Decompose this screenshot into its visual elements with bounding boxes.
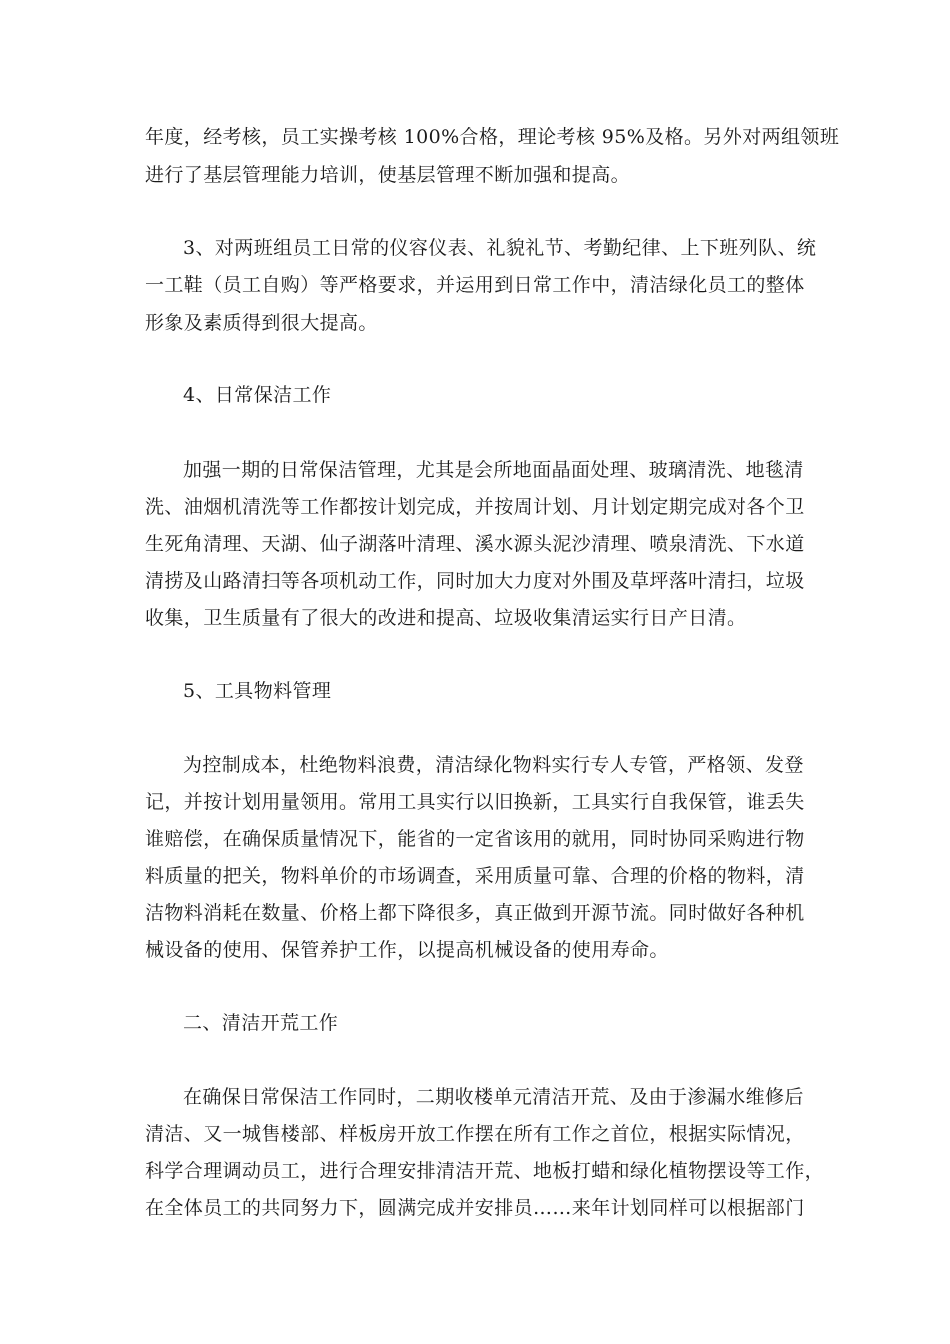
section-heading-5: 5、工具物料管理 (183, 680, 332, 702)
text-line: 一工鞋（员工自购）等严格要求，并运用到日常工作中，清洁绿化员工的整体 (145, 274, 805, 296)
paragraph-daily-cleaning-line: 加强一期的日常保洁管理，尤其是会所地面晶面处理、玻璃清洗、地毯清 (183, 459, 804, 481)
text-line: 记，并按计划用量领用。常用工具实行以旧换新，工具实行自我保管，谁丢失 (145, 791, 805, 813)
text-line: 谁赔偿，在确保质量情况下，能省的一定省该用的就用，同时协同采购进行物 (145, 828, 805, 850)
text-line: 清捞及山路清扫等各项机动工作，同时加大力度对外围及草坪落叶清扫，垃圾 (145, 570, 805, 592)
text-line: 形象及素质得到很大提高。 (145, 312, 378, 334)
text-line: 收集，卫生质量有了很大的改进和提高、垃圾收集清运实行日产日清。 (145, 607, 747, 629)
section-heading-2: 二、清洁开荒工作 (183, 1012, 339, 1034)
paragraph-3-line: 3、对两班组员工日常的仪容仪表、礼貌礼节、考勤纪律、上下班列队、统 (183, 237, 817, 259)
text-line: 清洁、又一城售楼部、样板房开放工作摆在所有工作之首位，根据实际情况， (145, 1123, 805, 1145)
text-line: 料质量的把关，物料单价的市场调查，采用质量可靠、合理的价格的物料，清 (145, 865, 805, 887)
text-line: 洁物料消耗在数量、价格上都下降很多，真正做到开源节流。同时做好各种机 (145, 902, 805, 924)
text-line: 生死角清理、天湖、仙子湖落叶清理、溪水源头泥沙清理、喷泉清洗、下水道 (145, 533, 805, 555)
text-line: 进行了基层管理能力培训，使基层管理不断加强和提高。 (145, 164, 631, 186)
text-line: 在全体员工的共同努力下，圆满完成并安排员……来年计划同样可以根据部门 (145, 1197, 805, 1219)
text-line: 年度，经考核，员工实操考核 100%合格，理论考核 95%及格。另外对两组领班 (145, 126, 840, 148)
text-line: 械设备的使用、保管养护工作，以提高机械设备的使用寿命。 (145, 939, 669, 961)
text-line: 洗、油烟机清洗等工作都按计划完成，并按周计划、月计划定期完成对各个卫 (145, 496, 805, 518)
text-line: 科学合理调动员工，进行合理安排清洁开荒、地板打蜡和绿化植物摆设等工作， (145, 1160, 825, 1182)
section-heading-4: 4、日常保洁工作 (183, 384, 332, 406)
paragraph-pioneer-cleaning-line: 在确保日常保洁工作同时，二期收楼单元清洁开荒、及由于渗漏水维修后 (183, 1086, 804, 1108)
paragraph-materials-line: 为控制成本，杜绝物料浪费，清洁绿化物料实行专人专管，严格领、发登 (183, 754, 804, 776)
